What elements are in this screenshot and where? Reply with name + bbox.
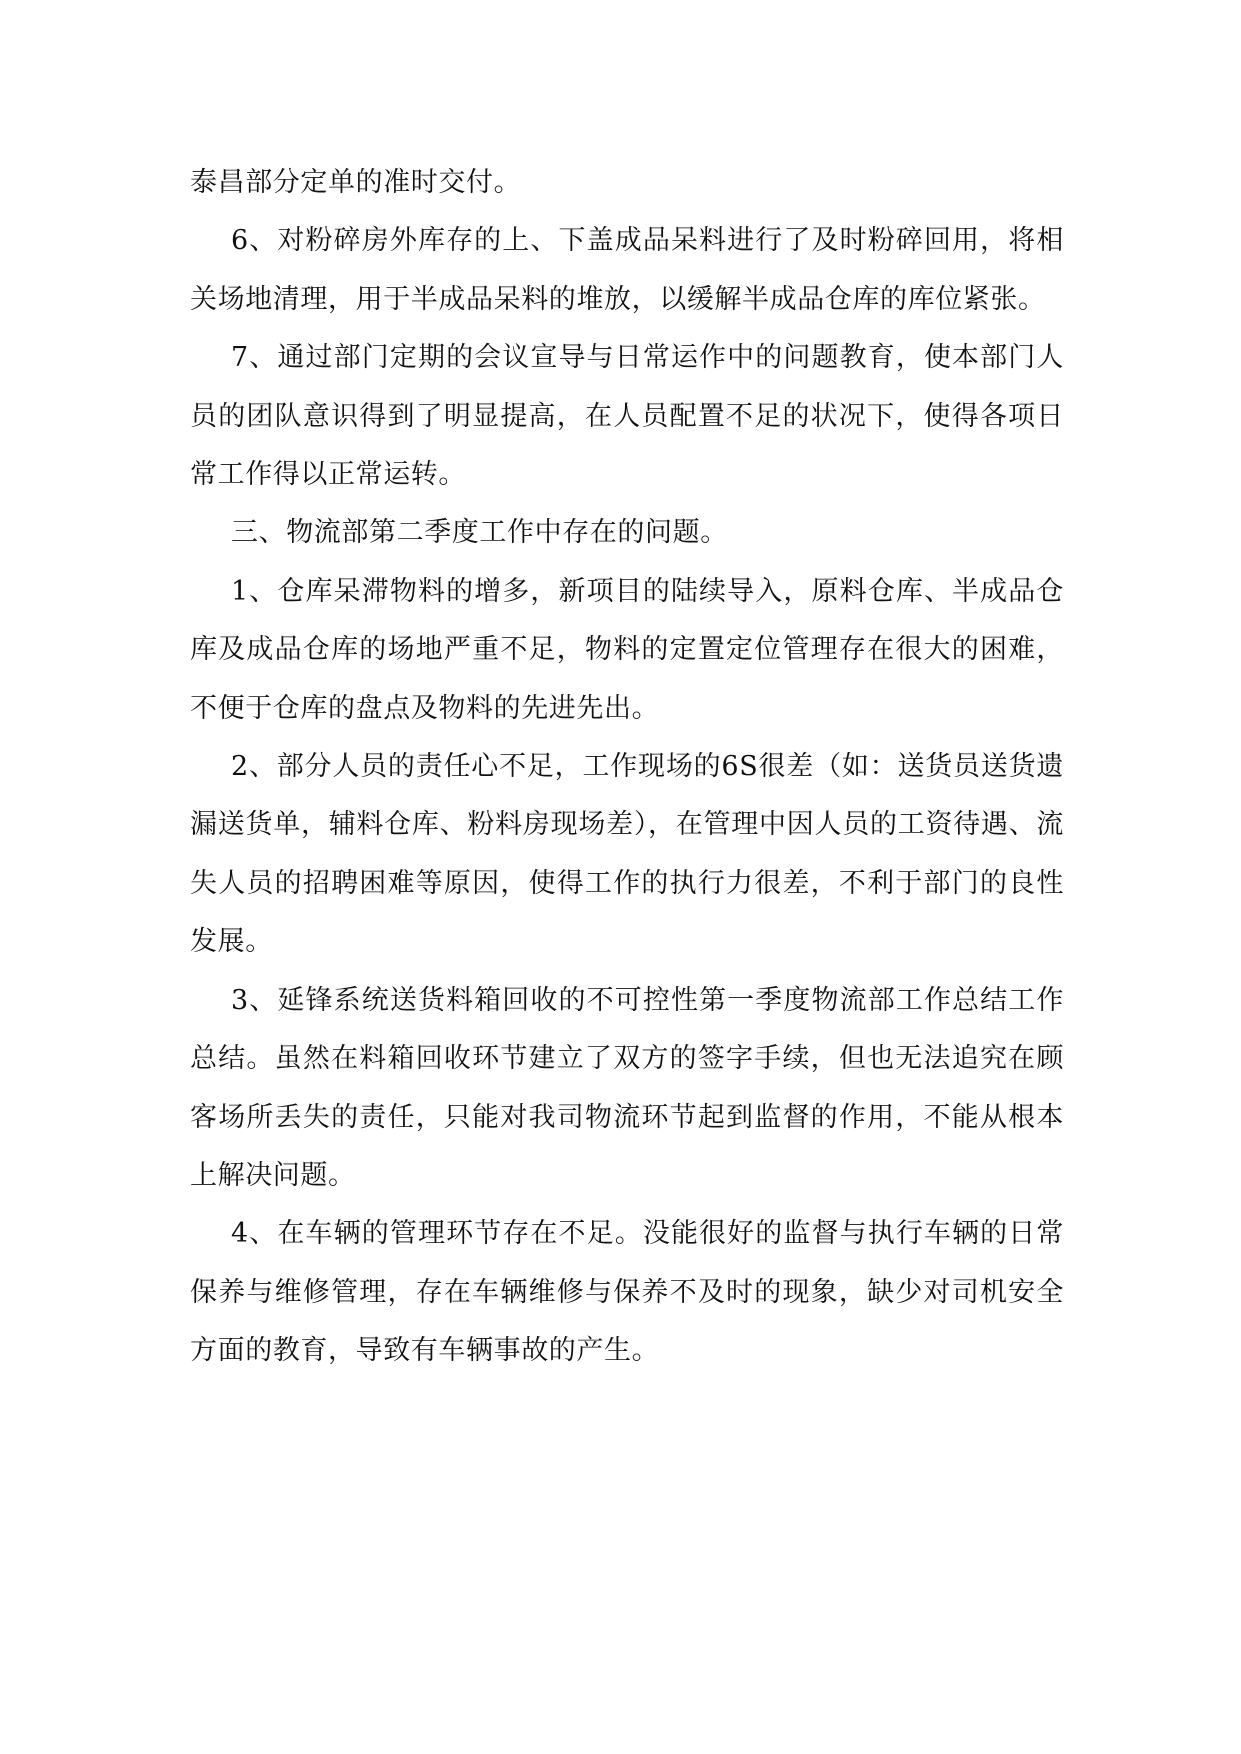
paragraph-problem-1: 1、仓库呆滞物料的增多，新项目的陆续导入，原料仓库、半成品仓库及成品仓库的场地严重不足，物料的定置定位管理存在很大的困难，不便于仓库的盘点及物料的先进先出。 — [190, 575, 1064, 724]
section-heading-problems: 三、物流部第二季度工作中存在的问题。 — [231, 517, 728, 549]
paragraph-item-6: 6、对粉碎房外库存的上、下盖成品呆料进行了及时粉碎回用，将相关场地清理，用于半成品呆料的堆放，以缓解半成品仓库的库位紧张。 — [190, 225, 1064, 315]
paragraph-problem-2: 2、部分人员的责任心不足，工作现场的6S很差（如：送货员送货遗漏送货单，辅料仓库、粉料房现场差），在管理中因人员的工资待遇、流失人员的招聘困难等原因，使得工作的执行力很差，不利于部门的良性发展。 — [190, 751, 1064, 958]
paragraph-problem-4: 4、在车辆的管理环节存在不足。没能很好的监督与执行车辆的日常保养与维修管理，存在车辆维修与保养不及时的现象，缺少对司机安全方面的教育，导致有车辆事故的产生。 — [190, 1218, 1064, 1367]
paragraph-continuation: 泰昌部分定单的准时交付。 — [190, 167, 522, 198]
paragraph-item-7: 7、通过部门定期的会议宣导与日常运作中的问题教育，使本部门人员的团队意识得到了明显提高，在人员配置不足的状况下，使得各项日常工作得以正常运转。 — [190, 342, 1064, 491]
paragraph-problem-3: 3、延锋系统送货料箱回收的不可控性第一季度物流部工作总结工作总结。虽然在料箱回收环节建立了双方的签字手续，但也无法追究在顾客场所丢失的责任，只能对我司物流环节起到监督的作用，不能从根本上解决问题。 — [190, 984, 1064, 1191]
document-body — [190, 154, 1064, 1381]
